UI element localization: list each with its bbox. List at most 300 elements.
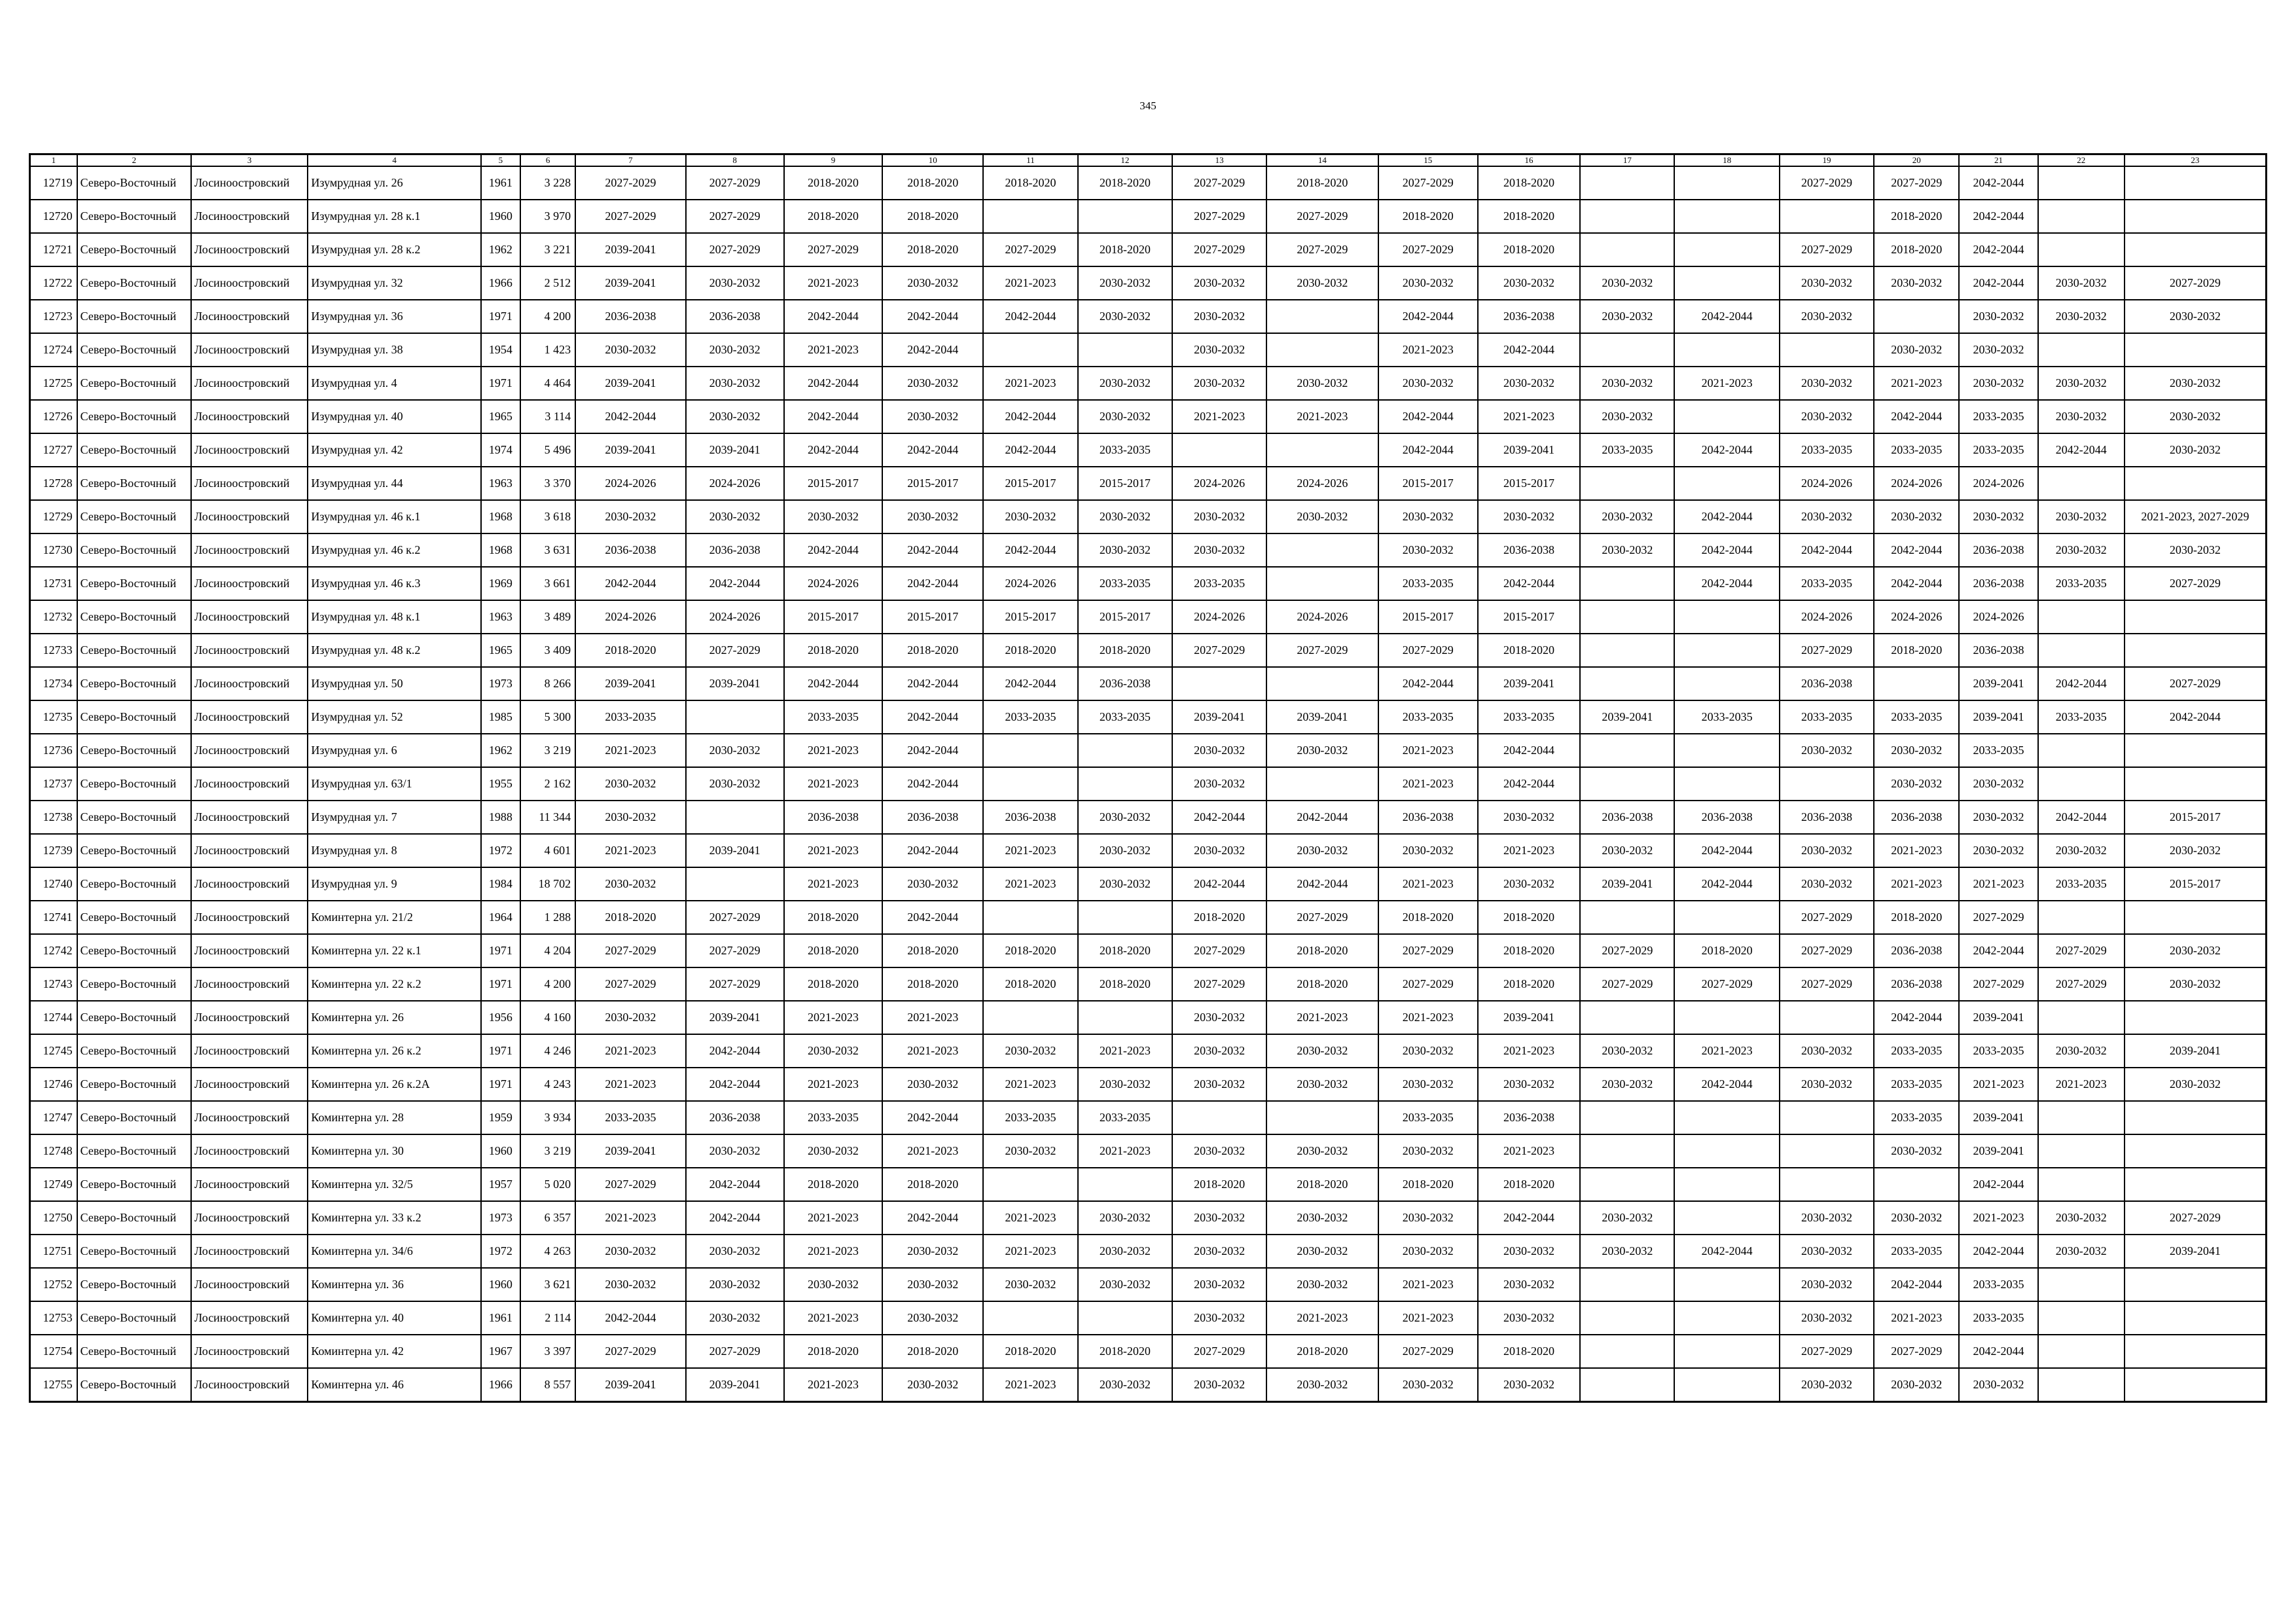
table-cell: 2021-2023 xyxy=(1478,834,1580,867)
table-cell: 2021-2023 xyxy=(575,1068,685,1101)
table-cell xyxy=(2038,1134,2125,1168)
table-cell: 2036-2038 xyxy=(1478,300,1580,333)
table-cell: 2030-2032 xyxy=(686,1235,784,1268)
column-number-20: 20 xyxy=(1874,154,1959,167)
table-cell: 2030-2032 xyxy=(1172,1268,1266,1301)
table-cell: Лосиноостровский xyxy=(191,333,308,367)
table-cell xyxy=(2125,333,2267,367)
table-cell: 2021-2023 xyxy=(983,1235,1077,1268)
table-cell: 2030-2032 xyxy=(2038,533,2125,567)
table-cell: 2030-2032 xyxy=(1078,1068,1172,1101)
table-cell: 2039-2041 xyxy=(1478,667,1580,700)
table-cell: 3 970 xyxy=(520,200,575,233)
table-cell: 2030-2032 xyxy=(1378,1068,1478,1101)
table-cell: Коминтерна ул. 26 к.2 xyxy=(308,1034,481,1068)
table-row xyxy=(30,567,2267,600)
table-cell: 2030-2032 xyxy=(1078,500,1172,533)
table-cell: 12742 xyxy=(30,934,77,967)
table-cell: 2021-2023 xyxy=(784,1301,882,1335)
table-cell: 2030-2032 xyxy=(1580,834,1674,867)
table-cell: 2030-2032 xyxy=(1078,533,1172,567)
table-cell: 2030-2032 xyxy=(1780,1034,1874,1068)
table-cell: 2027-2029 xyxy=(1378,166,1478,200)
table-cell: 2018-2020 xyxy=(784,166,882,200)
table-cell xyxy=(1780,767,1874,801)
table-cell: Лосиноостровский xyxy=(191,634,308,667)
table-cell: 2021-2023 xyxy=(1266,1001,1378,1034)
table-cell: Северо-Восточный xyxy=(77,1301,191,1335)
table-cell: 2 114 xyxy=(520,1301,575,1335)
table-cell xyxy=(1172,667,1266,700)
table-cell: 4 263 xyxy=(520,1235,575,1268)
table-cell: 2018-2020 xyxy=(882,634,983,667)
table-cell: 1957 xyxy=(481,1168,520,1201)
table-cell: 2033-2035 xyxy=(1580,433,1674,467)
table-cell: 2030-2032 xyxy=(2125,367,2267,400)
table-cell: 4 464 xyxy=(520,367,575,400)
table-cell xyxy=(2038,333,2125,367)
table-cell: 2030-2032 xyxy=(784,1034,882,1068)
table-cell xyxy=(2038,634,2125,667)
table-cell: 2018-2020 xyxy=(784,967,882,1001)
table-cell: 2027-2029 xyxy=(686,1335,784,1368)
table-cell: 2030-2032 xyxy=(1478,266,1580,300)
table-cell: 2030-2032 xyxy=(1172,266,1266,300)
table-cell: 2027-2029 xyxy=(686,634,784,667)
table-cell: 2015-2017 xyxy=(1478,600,1580,634)
table-cell: Северо-Восточный xyxy=(77,300,191,333)
column-number-6: 6 xyxy=(520,154,575,167)
table-cell: 2030-2032 xyxy=(2038,300,2125,333)
table-cell: 12728 xyxy=(30,467,77,500)
table-cell: Лосиноостровский xyxy=(191,1235,308,1268)
table-cell xyxy=(1580,767,1674,801)
table-cell: 2030-2032 xyxy=(1378,1034,1478,1068)
table-cell: 2030-2032 xyxy=(1378,834,1478,867)
table-cell: Северо-Восточный xyxy=(77,533,191,567)
table-cell: 1971 xyxy=(481,934,520,967)
table-cell: 2042-2044 xyxy=(882,333,983,367)
table-cell xyxy=(1580,634,1674,667)
table-cell: 1971 xyxy=(481,1034,520,1068)
table-cell xyxy=(983,1168,1077,1201)
table-cell: Северо-Восточный xyxy=(77,467,191,500)
table-cell: 2042-2044 xyxy=(2038,667,2125,700)
table-cell: 12720 xyxy=(30,200,77,233)
table-cell: 2030-2032 xyxy=(1478,500,1580,533)
table-cell: 2018-2020 xyxy=(1078,934,1172,967)
table-cell: 2030-2032 xyxy=(1959,367,2037,400)
table-cell: Коминтерна ул. 30 xyxy=(308,1134,481,1168)
table-cell: 2024-2026 xyxy=(1959,600,2037,634)
table-cell: Изумрудная ул. 38 xyxy=(308,333,481,367)
table-cell: 2033-2035 xyxy=(1959,1301,2037,1335)
table-cell: 2033-2035 xyxy=(1874,433,1959,467)
table-cell: 2042-2044 xyxy=(1780,533,1874,567)
table-cell: 12724 xyxy=(30,333,77,367)
table-cell: 2042-2044 xyxy=(1959,1235,2037,1268)
table-cell: 12744 xyxy=(30,1001,77,1034)
table-cell: 2033-2035 xyxy=(1780,700,1874,734)
table-cell xyxy=(1580,467,1674,500)
table-cell: 12752 xyxy=(30,1268,77,1301)
table-cell: 2030-2032 xyxy=(1078,1201,1172,1235)
table-row xyxy=(30,333,2267,367)
table-cell xyxy=(1674,634,1779,667)
table-cell: Северо-Восточный xyxy=(77,433,191,467)
table-cell: 2024-2026 xyxy=(1266,600,1378,634)
table-cell xyxy=(2038,600,2125,634)
table-cell: 1973 xyxy=(481,667,520,700)
table-cell: 2039-2041 xyxy=(575,1368,685,1402)
table-cell: Лосиноостровский xyxy=(191,801,308,834)
table-cell: 2030-2032 xyxy=(1266,1134,1378,1168)
table-cell: 1988 xyxy=(481,801,520,834)
table-cell: 2021-2023 xyxy=(784,333,882,367)
table-cell: 2027-2029 xyxy=(1959,901,2037,934)
table-cell xyxy=(2038,1168,2125,1201)
table-cell: Лосиноостровский xyxy=(191,934,308,967)
table-cell: 2036-2038 xyxy=(1780,801,1874,834)
table-cell: 3 934 xyxy=(520,1101,575,1134)
table-cell: 2018-2020 xyxy=(784,634,882,667)
table-cell: 2030-2032 xyxy=(1780,867,1874,901)
table-cell: 2027-2029 xyxy=(1959,967,2037,1001)
table-cell: 2018-2020 xyxy=(1378,1168,1478,1201)
column-number-7: 7 xyxy=(575,154,685,167)
table-cell: 2030-2032 xyxy=(1078,1368,1172,1402)
table-cell: 2036-2038 xyxy=(1874,801,1959,834)
table-cell xyxy=(2125,1368,2267,1402)
table-cell: 2030-2032 xyxy=(2125,400,2267,433)
table-row xyxy=(30,300,2267,333)
table-cell: 2042-2044 xyxy=(1266,801,1378,834)
table-cell: 2027-2029 xyxy=(575,1168,685,1201)
table-cell: Северо-Восточный xyxy=(77,1168,191,1201)
table-cell: 2033-2035 xyxy=(784,1101,882,1134)
table-cell: Лосиноостровский xyxy=(191,1034,308,1068)
table-cell: Северо-Восточный xyxy=(77,1368,191,1402)
table-cell: Изумрудная ул. 48 к.2 xyxy=(308,634,481,667)
table-cell: 2027-2029 xyxy=(686,166,784,200)
table-cell: 2042-2044 xyxy=(784,367,882,400)
table-cell: 2030-2032 xyxy=(1078,1268,1172,1301)
table-cell: 12739 xyxy=(30,834,77,867)
table-cell: 2042-2044 xyxy=(1959,233,2037,266)
table-cell: 2030-2032 xyxy=(2125,967,2267,1001)
table-cell: Лосиноостровский xyxy=(191,567,308,600)
table-cell: 2039-2041 xyxy=(1266,700,1378,734)
table-cell: 2030-2032 xyxy=(1078,867,1172,901)
table-cell: 2030-2032 xyxy=(2038,834,2125,867)
table-row xyxy=(30,1068,2267,1101)
table-cell xyxy=(1580,901,1674,934)
table-cell: 2036-2038 xyxy=(1378,801,1478,834)
table-cell: 2042-2044 xyxy=(882,1201,983,1235)
table-cell: Северо-Восточный xyxy=(77,834,191,867)
table-cell: 2042-2044 xyxy=(1874,1001,1959,1034)
table-cell: Северо-Восточный xyxy=(77,1201,191,1235)
table-cell: 2033-2035 xyxy=(2038,700,2125,734)
table-cell xyxy=(1580,567,1674,600)
table-cell: Изумрудная ул. 28 к.2 xyxy=(308,233,481,266)
table-cell: 2030-2032 xyxy=(1478,367,1580,400)
table-cell: 2030-2032 xyxy=(1780,734,1874,767)
table-cell: 2027-2029 xyxy=(686,901,784,934)
column-number-3: 3 xyxy=(191,154,308,167)
table-cell: Лосиноостровский xyxy=(191,500,308,533)
table-cell: Изумрудная ул. 52 xyxy=(308,700,481,734)
table-cell xyxy=(1580,600,1674,634)
table-cell: 2021-2023 xyxy=(1266,400,1378,433)
table-cell: 2027-2029 xyxy=(1674,967,1779,1001)
table-cell: 2033-2035 xyxy=(1078,1101,1172,1134)
table-cell: 2018-2020 xyxy=(882,1168,983,1201)
table-cell xyxy=(1266,567,1378,600)
table-cell: 2042-2044 xyxy=(983,433,1077,467)
table-cell: 2042-2044 xyxy=(882,834,983,867)
table-cell: 2015-2017 xyxy=(2125,801,2267,834)
table-cell xyxy=(2125,634,2267,667)
table-cell xyxy=(1580,667,1674,700)
table-cell: 2027-2029 xyxy=(1780,233,1874,266)
table-cell: Лосиноостровский xyxy=(191,533,308,567)
table-cell: Лосиноостровский xyxy=(191,1134,308,1168)
table-cell xyxy=(1580,1101,1674,1134)
table-cell: 2018-2020 xyxy=(1078,967,1172,1001)
table-cell: 1974 xyxy=(481,433,520,467)
table-cell: 2030-2032 xyxy=(1266,266,1378,300)
table-cell: 2039-2041 xyxy=(575,266,685,300)
table-cell: 2042-2044 xyxy=(686,1034,784,1068)
table-cell: 3 228 xyxy=(520,166,575,200)
table-row xyxy=(30,1134,2267,1168)
table-cell: 2036-2038 xyxy=(1959,533,2037,567)
table-cell: 2018-2020 xyxy=(1874,634,1959,667)
table-cell: 2021-2023 xyxy=(784,1201,882,1235)
table-cell: 2018-2020 xyxy=(1478,901,1580,934)
table-cell: 2042-2044 xyxy=(1674,433,1779,467)
table-cell: Северо-Восточный xyxy=(77,767,191,801)
table-cell: 3 219 xyxy=(520,734,575,767)
table-cell: 2015-2017 xyxy=(784,600,882,634)
table-cell: Лосиноостровский xyxy=(191,1301,308,1335)
table-cell: Северо-Восточный xyxy=(77,400,191,433)
table-cell: Коминтерна ул. 26 к.2А xyxy=(308,1068,481,1101)
table-row xyxy=(30,367,2267,400)
table-cell: 2036-2038 xyxy=(1959,634,2037,667)
table-cell: Северо-Восточный xyxy=(77,1101,191,1134)
table-cell: 12736 xyxy=(30,734,77,767)
table-cell: 2021-2023 xyxy=(784,867,882,901)
table-cell: 12726 xyxy=(30,400,77,433)
table-cell: Лосиноостровский xyxy=(191,367,308,400)
table-cell: Лосиноостровский xyxy=(191,1068,308,1101)
table-cell: 2036-2038 xyxy=(686,300,784,333)
table-cell: Северо-Восточный xyxy=(77,1134,191,1168)
column-number-14: 14 xyxy=(1266,154,1378,167)
column-number-8: 8 xyxy=(686,154,784,167)
table-cell: 2033-2035 xyxy=(1780,567,1874,600)
table-cell: 2030-2032 xyxy=(686,1268,784,1301)
table-cell: 2021-2023 xyxy=(1172,400,1266,433)
table-cell: 2030-2032 xyxy=(1874,500,1959,533)
table-cell xyxy=(1674,200,1779,233)
table-cell: 12733 xyxy=(30,634,77,667)
table-cell: 2042-2044 xyxy=(1874,1268,1959,1301)
table-cell xyxy=(1674,1268,1779,1301)
table-cell xyxy=(1674,266,1779,300)
column-number-5: 5 xyxy=(481,154,520,167)
table-cell: 2030-2032 xyxy=(575,333,685,367)
table-cell: Лосиноостровский xyxy=(191,1168,308,1201)
table-cell: Северо-Восточный xyxy=(77,1235,191,1268)
table-cell: 2021-2023 xyxy=(575,1034,685,1068)
table-cell: 12754 xyxy=(30,1335,77,1368)
table-row xyxy=(30,834,2267,867)
table-cell: 12719 xyxy=(30,166,77,200)
table-cell: 2030-2032 xyxy=(575,867,685,901)
table-cell: Лосиноостровский xyxy=(191,1201,308,1235)
table-cell: 2021-2023 xyxy=(1959,867,2037,901)
table-cell xyxy=(1674,1101,1779,1134)
table-cell: 2030-2032 xyxy=(1780,1368,1874,1402)
table-cell xyxy=(1674,233,1779,266)
table-cell: 2042-2044 xyxy=(1874,400,1959,433)
table-cell: 2021-2023 xyxy=(1674,1034,1779,1068)
column-number-2: 2 xyxy=(77,154,191,167)
table-cell: 2042-2044 xyxy=(784,667,882,700)
table-cell: Изумрудная ул. 26 xyxy=(308,166,481,200)
table-cell: 2018-2020 xyxy=(983,967,1077,1001)
table-cell: 2021-2023 xyxy=(784,767,882,801)
table-cell: 2018-2020 xyxy=(1078,1335,1172,1368)
table-cell: 2027-2029 xyxy=(1378,634,1478,667)
table-cell: 2030-2032 xyxy=(1780,367,1874,400)
table-cell: 1967 xyxy=(481,1335,520,1368)
column-number-22: 22 xyxy=(2038,154,2125,167)
table-cell: 12723 xyxy=(30,300,77,333)
table-cell: 2030-2032 xyxy=(2038,500,2125,533)
table-cell: 2024-2026 xyxy=(575,467,685,500)
table-cell: 12730 xyxy=(30,533,77,567)
table-cell: 2030-2032 xyxy=(1172,333,1266,367)
table-cell: 2030-2032 xyxy=(1266,1268,1378,1301)
table-cell: 12755 xyxy=(30,1368,77,1402)
table-cell: 2021-2023 xyxy=(983,367,1077,400)
table-cell: 2018-2020 xyxy=(1378,901,1478,934)
table-cell: 5 300 xyxy=(520,700,575,734)
table-row xyxy=(30,1368,2267,1402)
table-cell: 2030-2032 xyxy=(1959,801,2037,834)
table-cell: 6 357 xyxy=(520,1201,575,1235)
table-cell: 12738 xyxy=(30,801,77,834)
table-cell: Северо-Восточный xyxy=(77,567,191,600)
table-cell: 2021-2023 xyxy=(1378,867,1478,901)
table-row xyxy=(30,967,2267,1001)
table-cell xyxy=(1580,1001,1674,1034)
table-cell: 2030-2032 xyxy=(2038,1201,2125,1235)
table-cell: 2042-2044 xyxy=(2125,700,2267,734)
table-cell: 2030-2032 xyxy=(1172,300,1266,333)
table-cell xyxy=(1580,1168,1674,1201)
table-cell: 2018-2020 xyxy=(1078,233,1172,266)
table-cell: 2036-2038 xyxy=(983,801,1077,834)
table-cell: 2027-2029 xyxy=(1780,1335,1874,1368)
table-cell: 1971 xyxy=(481,967,520,1001)
table-cell xyxy=(983,1001,1077,1034)
table-cell: 2018-2020 xyxy=(1172,901,1266,934)
table-cell: 2030-2032 xyxy=(686,266,784,300)
table-cell: 2030-2032 xyxy=(1580,367,1674,400)
table-cell: Лосиноостровский xyxy=(191,867,308,901)
table-cell: 2021-2023 xyxy=(784,1235,882,1268)
table-cell xyxy=(1580,1335,1674,1368)
table-cell: 2030-2032 xyxy=(1266,1368,1378,1402)
table-cell: 2030-2032 xyxy=(983,1134,1077,1168)
table-cell: 2030-2032 xyxy=(882,1068,983,1101)
table-row xyxy=(30,1201,2267,1235)
table-cell: 1962 xyxy=(481,233,520,266)
table-cell: 2027-2029 xyxy=(1874,1335,1959,1368)
table-cell: 2042-2044 xyxy=(1674,834,1779,867)
table-cell: 1959 xyxy=(481,1101,520,1134)
table-cell: Изумрудная ул. 4 xyxy=(308,367,481,400)
table-cell: 2018-2020 xyxy=(882,166,983,200)
table-cell: 2021-2023 xyxy=(784,1001,882,1034)
table-cell: 2021-2023 xyxy=(784,734,882,767)
table-cell: 2042-2044 xyxy=(1674,867,1779,901)
table-cell xyxy=(2038,233,2125,266)
table-cell: 2030-2032 xyxy=(2125,934,2267,967)
table-cell: 2036-2038 xyxy=(1478,1101,1580,1134)
table-cell: 2030-2032 xyxy=(1478,1301,1580,1335)
table-cell xyxy=(686,801,784,834)
table-cell: 2018-2020 xyxy=(1478,934,1580,967)
table-cell: 2018-2020 xyxy=(784,200,882,233)
table-cell: 2018-2020 xyxy=(1874,233,1959,266)
table-cell xyxy=(1674,1134,1779,1168)
table-cell: 2042-2044 xyxy=(1378,400,1478,433)
table-cell xyxy=(1266,433,1378,467)
table-cell: 2030-2032 xyxy=(686,734,784,767)
table-cell xyxy=(1780,1168,1874,1201)
table-cell: 2042-2044 xyxy=(575,1301,685,1335)
table-cell: 2018-2020 xyxy=(983,934,1077,967)
table-cell: 1969 xyxy=(481,567,520,600)
table-cell: Северо-Восточный xyxy=(77,600,191,634)
table-body xyxy=(30,166,2267,1402)
column-number-21: 21 xyxy=(1959,154,2037,167)
table-cell: 2024-2026 xyxy=(575,600,685,634)
table-cell: 2018-2020 xyxy=(882,1335,983,1368)
table-cell: 2030-2032 xyxy=(1478,867,1580,901)
table-cell: 2033-2035 xyxy=(983,1101,1077,1134)
table-cell xyxy=(2125,600,2267,634)
table-cell: 2042-2044 xyxy=(983,400,1077,433)
table-cell: 2030-2032 xyxy=(1580,1235,1674,1268)
table-cell: 2030-2032 xyxy=(1959,300,2037,333)
table-cell: 2042-2044 xyxy=(1478,1201,1580,1235)
table-cell: 1972 xyxy=(481,1235,520,1268)
table-cell: 2021-2023 xyxy=(1874,867,1959,901)
table-cell: Северо-Восточный xyxy=(77,734,191,767)
table-cell: 2030-2032 xyxy=(1172,834,1266,867)
table-cell: Коминтерна ул. 36 xyxy=(308,1268,481,1301)
table-cell xyxy=(1874,667,1959,700)
table-row xyxy=(30,400,2267,433)
table-cell: 2030-2032 xyxy=(1172,1235,1266,1268)
